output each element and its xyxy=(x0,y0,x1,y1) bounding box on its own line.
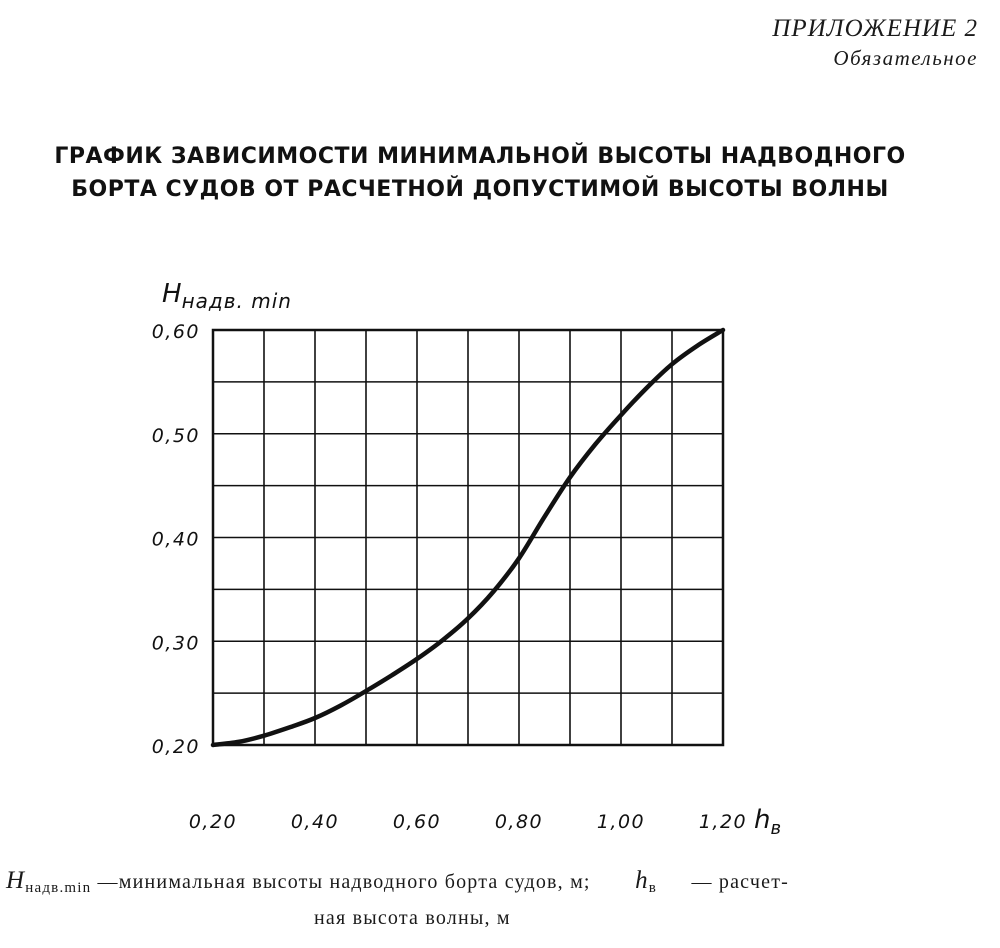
y-axis-label-main: H xyxy=(162,279,182,309)
y-tick-label-0: 0,20 xyxy=(151,736,200,758)
appendix-status: Обязательное xyxy=(833,46,978,70)
y-axis-tick-labels xyxy=(152,321,200,758)
x-axis-label xyxy=(754,805,781,839)
x-tick-label-0: 0,20 xyxy=(188,811,238,833)
x-tick-label-5: 1,20 xyxy=(698,811,748,833)
appendix-number: ПРИЛОЖЕНИЕ 2 xyxy=(772,15,978,42)
x-axis-label-sub: в xyxy=(770,818,782,839)
x-tick-label-2: 0,60 xyxy=(392,811,442,833)
y-tick-label-3: 0,50 xyxy=(151,424,200,447)
chart-title-line2: БОРТА СУДОВ ОТ РАСЧЕТНОЙ ДОПУСТИМОЙ ВЫСОТЫ ВОЛНЫ xyxy=(71,177,889,202)
caption-hb-description: — расчет- xyxy=(691,871,789,893)
caption-hb-symbol: h xyxy=(635,867,649,894)
caption-hb-subscript: в xyxy=(648,880,658,896)
x-tick-label-3: 0,80 xyxy=(494,811,544,833)
caption-h-symbol: H xyxy=(6,867,26,894)
caption-line1 xyxy=(6,866,991,903)
caption-line2: ная высота волны, м xyxy=(314,907,511,929)
y-tick-label-4: 0,60 xyxy=(151,321,200,343)
x-tick-label-1: 0,40 xyxy=(290,811,340,833)
caption-h-description: —минимальная высоты надводного борта судов, м; xyxy=(91,871,591,893)
y-axis-label xyxy=(162,279,292,313)
y-tick-label-2: 0,40 xyxy=(151,528,200,551)
x-tick-label-4: 1,00 xyxy=(596,811,646,833)
legend-caption xyxy=(6,866,991,933)
x-axis-tick-labels xyxy=(189,811,747,833)
chart-title-line1: ГРАФИК ЗАВИСИМОСТИ МИНИМАЛЬНОЙ ВЫСОТЫ НАДВОДНОГО xyxy=(54,144,906,169)
caption-h-subscript: надв.min xyxy=(25,880,92,896)
x-axis-label-main: h xyxy=(754,805,771,835)
y-tick-label-1: 0,30 xyxy=(151,632,200,655)
y-axis-label-sub: надв. min xyxy=(181,289,292,313)
